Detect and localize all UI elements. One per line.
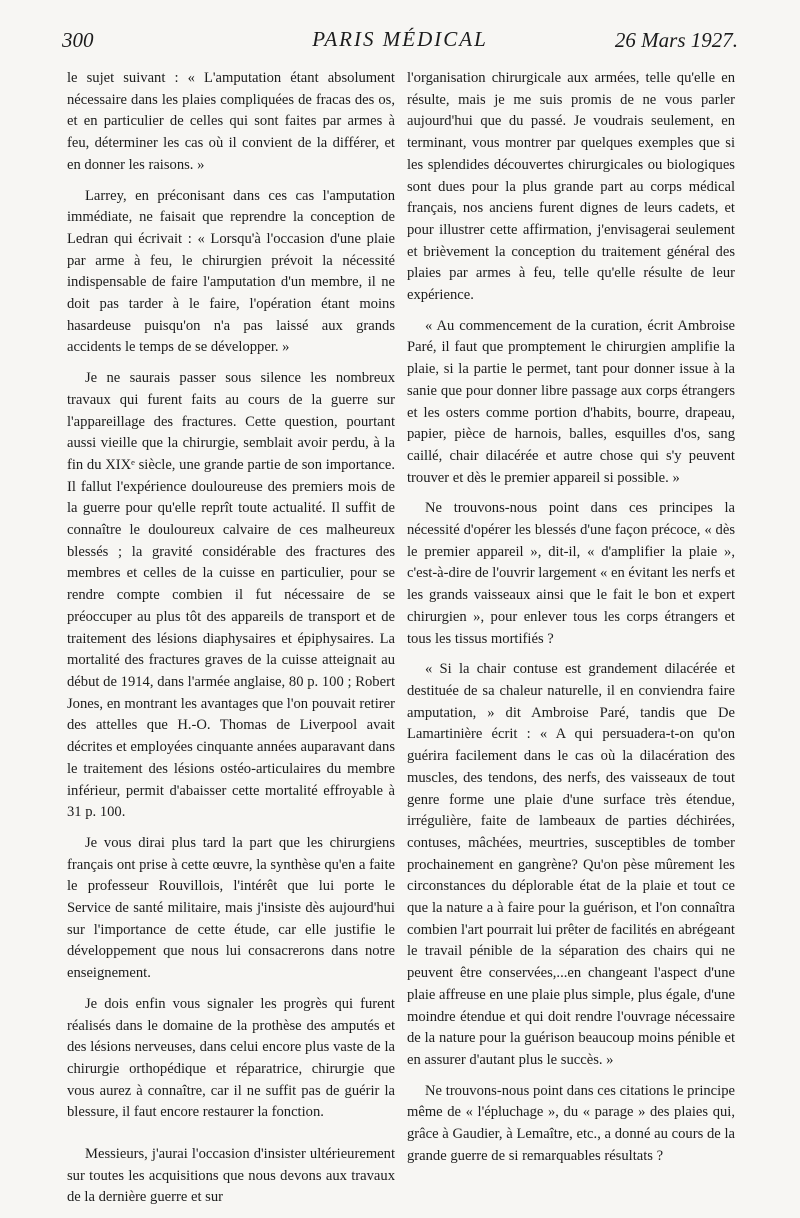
paragraph: « Si la chair contuse est grandement dilacérée et destituée de sa chaleur naturelle, il en conviendra faire amputation, » dit Ambroise Paré, tandis que De Lamartinière écrit : « A qui persuadera-t-on qu'on guérira facilement dans le cas où la dilacération des muscles, des tendons, des nerfs, des vaisseaux de tout genre forme une plaie d'une surface très étendue, irrégulière, faite de lambeaux de parties déchirées, contuses, mâchées, meurtries, susceptibles de tomber prochainement en gangrène? Qu'on pèse mûrement les circonstances du déplorable état de la plaie et tout ce que la nature a à faire pour la guérison, et l'on connaîtra combien l'art pourrait lui prêter de facilités en abrégeant le travail pénible de la séparation des chairs qui ne peuvent être conservées,...en changeant l'aspect d'une plaie affreuse en une plaie plus simple, plus égale, d'une moindre étendue et qui doit rendre l'ouvrage nécessaire de la nature pour la guérison beaucoup moins pénible et en assurer d'autant plus le succès. » [407,661,735,1068]
page-number: 300 [62,28,94,52]
journal-title: PARIS MÉDICAL [312,27,488,51]
issue-date: 26 Mars 1927. [614,28,738,52]
paragraph: Ne trouvons-nous point dans ces citations le principe même de « l'épluchage », du « parage » des plaies qui, grâce à Gaudier, à Lemaître, etc., a donné au cours de la grande guerre de si remarquables résultats ? [407,1082,735,1164]
paragraph: Je ne saurais passer sous silence les nombreux travaux qui furent faits au cours de la guerre sur l'appareillage des fractures. Cette question, pourtant aussi vieille que la chirurgie, semblait avoir perdu, à la fin du XIXᵉ siècle, une grande partie de son importance. Il fallut l'expérience douloureuse des premiers mois de la guerre pour qu'elle reprît toute actualité. Il suffit de connaître le douloureux calvaire de ces malheureux blessés ; la gravité considérable des fractures des membres et celles de la cuisse en particulier, pour se rendre compte combien il fut nécessaire de se préoccuper au plus tôt des appareils de transport et de traitement des lésions diaphysaires et épiphysaires. La mortalité des fractures graves de la cuisse atteignait au début de 1914, dans l'armée anglaise, 80 p. 100 ; Robert Jones, en montrant les avantages que l'on pouvait retirer des attelles que H.-O. Thomas de Liverpool avait décrites et employées cinquante années auparavant dans le traitement des lésions ostéo-articulaires du membre inférieur, permit d'abaisser cette mortalité effroyable à 31 p. 100. [67,370,395,821]
page-header [62,24,738,58]
paragraph: Messieurs, j'aurai l'occasion d'insister ultérieurement sur toutes les acquisitions que nous devons aux travaux de la dernière guerre et sur [67,1146,395,1206]
paragraph: le sujet suivant : « L'amputation étant absolument nécessaire dans les plaies compliquées de fracas des os, et en particulier de celles qui sont faites par armes à feu, déterminer les cas où il convient de la différer, et en donner les raisons. » [67,70,395,173]
left-column [67,68,395,1218]
paragraph: Ne trouvons-nous point dans ces principes la nécessité d'opérer les blessés d'une façon précoce, « dès le premier appareil », dit-il, « d'amplifier la plaie », c'est-à-dire de l'ouvrir largement « en évitant les nerfs et les grands vaisseaux ainsi que le fait le bon et expert chirurgien », pour enlever tous les corps étrangers et tous les tissus mortifiés ? [407,500,735,647]
paragraph: « Au commencement de la curation, écrit Ambroise Paré, il faut que promptement le chirurgien amplifie la plaie, si la partie le permet, tant pour donner issue à la sanie que pour donner libre passage aux corps étrangers et les osters comme portion d'habits, bourre, drapeau, papier, pièce de harnois, balles, esquilles d'os, sang caillé, chair dilacérée et autre chose qui s'y peuvent trouver et dès le premier appareil si possible. » [407,317,735,486]
paragraph: Je vous dirai plus tard la part que les chirurgiens français ont prise à cette œuvre, la synthèse qu'en a faite le professeur Rouvillois, l'intérêt que lui porte le Service de santé militaire, mais j'insiste dès aujourd'hui sur l'importance de cette étude, car elle justifie le développement que nous lui consacrerons dans notre enseignement. [67,834,396,982]
right-column [407,68,735,1176]
paragraph: Larrey, en préconisant dans ces cas l'amputation immédiate, ne faisait que reprendre la conception de Ledran qui écrivait : « Lorsqu'à l'occasion d'une plaie par arme à feu, le chirurgien prévoit la nécessité indispensable de faire l'amputation d'un membre, il ne doit pas tarder à le faire, l'opération étant moins hasardeuse puisqu'on n'a pas laissé aux grands accidents le temps de se développer. » [67,187,395,356]
paragraph: l'organisation chirurgicale aux armées, telle qu'elle en résulte, mais je me suis promis de ne vous parler aujourd'hui que du passé. Je voudrais seulement, en terminant, vous montrer par quelques exemples que si les splendides découvertes chirurgicales ou biologiques sont dues pour la plus grande part au corps médical français, nos anciens furent dignes de leurs cadets, et pour illustrer cette affirmation, j'envisagerai seulement et brièvement la conception du traitement général des plaies par armes à feu, telle qu'elle résulte de leur expérience. [407,70,735,304]
paragraph: Je dois enfin vous signaler les progrès qui furent réalisés dans le domaine de la prothèse des amputés et des lésions nerveuses, dans celui encore plus vaste de la chirurgie orthopédique et réparatrice, chirurgie que vous aurez à connaître, car il ne suffit pas de guérir la blessure, il faut encore restaurer la fonction. [67,995,395,1121]
